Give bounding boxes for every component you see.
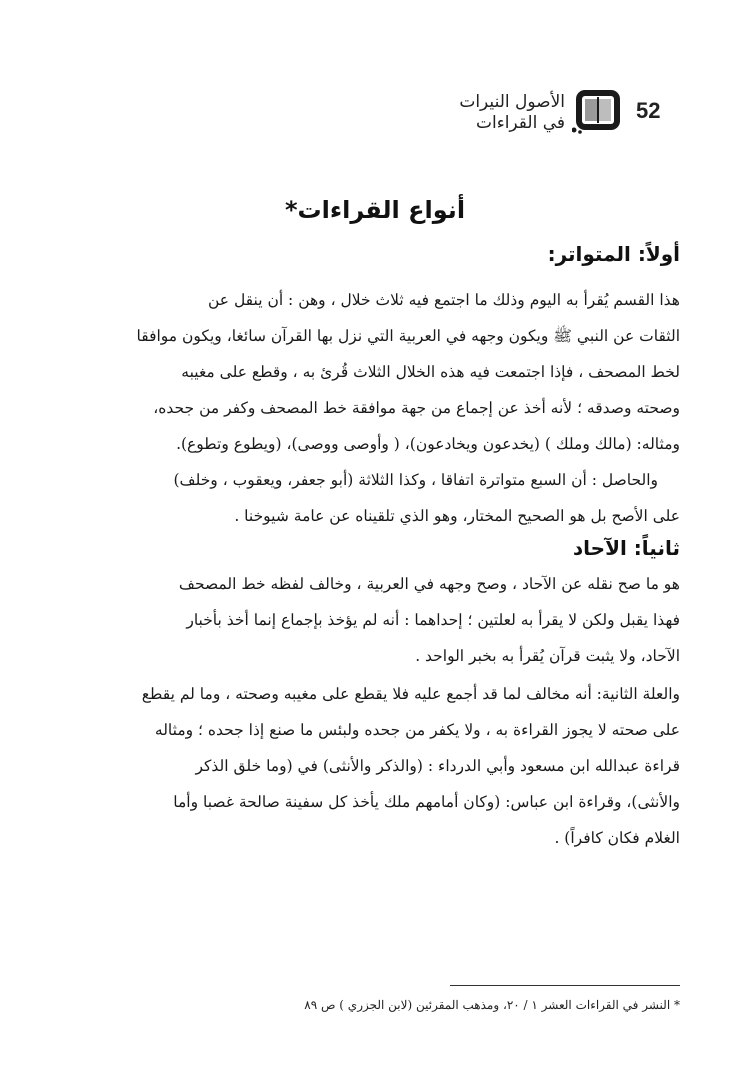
text-line: هذا القسم يُقرأ به اليوم وذلك ما اجتمع فيه ثلاث خلال ، وهن : أن ينقل عن [207, 291, 680, 309]
text-line: فهذا يقبل ولكن لا يقرأ به لعلتين ؛ إحداهما : أنه لم يؤخذ بإجماع إنما أخذ بأخبار [186, 611, 680, 629]
text-line: وصحته وصدقه ؛ لأنه أخذ عن إجماع من جهة موافقة خط المصحف وكفر من جحده، [153, 399, 680, 417]
text-line: على صحته لا يجوز القراءة به ، ولا يكفر من جحده ولبئس ما صنع إذا جحده ؛ ومثاله [154, 721, 680, 739]
book-title [360, 92, 565, 134]
page-number: 52 [636, 98, 661, 123]
text-line: هو ما صح نقله عن الآحاد ، وصح وجهه في العربية ، وخالف لفظه خط المصحف [178, 575, 680, 593]
paragraph [72, 498, 680, 534]
text-line: الآحاد، ولا يثبت قرآن يُقرأ به بخبر الواحد . [415, 647, 680, 665]
text-line: الغلام فكان كافراً) . [554, 829, 680, 847]
text-line: لخط المصحف ، فإذا اجتمعت فيه هذه الخلال الثلاث قُرئ به ، وقطع على مغيبه [181, 363, 680, 381]
text-line: ومثاله: (مالك وملك ) (يخدعون ويخادعون)، ( وأوصى ووصى)، (ويطوع وتطوع). [176, 435, 680, 453]
text-line: على الأصح بل هو الصحيح المختار، وهو الذي تلقيناه عن عامة شيوخنا . [234, 507, 680, 525]
text-line: والحاصل : أن السبع متواترة اتفاقا ، وكذا الثلاثة (أبو جعفر، ويعقوب ، وخلف) [173, 471, 658, 489]
book-title-line1: الأصول النيرات [459, 92, 565, 112]
book-icon [572, 88, 624, 134]
paragraph [72, 676, 680, 856]
paragraph [72, 282, 680, 462]
paragraph [72, 566, 680, 674]
text-line: والأنثى)، وقراءة ابن عباس: (وكان أمامهم ملك يأخذ كل سفينة صالحة غصبا وأما [173, 793, 680, 811]
text-line: الثقات عن النبي ﷺ ويكون وجهه في العربية التي نزل بها القرآن سائغا، ويكون موافقا [136, 327, 680, 345]
paragraph [72, 462, 658, 498]
book-title-line2: في القراءات [475, 113, 565, 133]
article-title: أنواع القراءات* [284, 196, 466, 224]
text-line: قراءة عبدالله ابن مسعود وأبي الدرداء : (والذكر والأنثى) في (وما خلق الذكر [195, 757, 680, 775]
text-line: والعلة الثانية: أنه مخالف لما قد أجمع عليه فلا يقطع على مغيبه وصحته ، وما لم يقطع [141, 685, 680, 703]
section-heading-ahad: ثانياً: الآحاد [572, 536, 680, 560]
footnote: * النشر في القراءات العشر ١ / ٢٠، ومذهب المقرئين (لابن الجزري ) ص ٨٩ [304, 998, 680, 1012]
section-heading-mutawatir: أولاً: المتواتر: [547, 242, 680, 266]
footnote-divider [450, 985, 680, 986]
